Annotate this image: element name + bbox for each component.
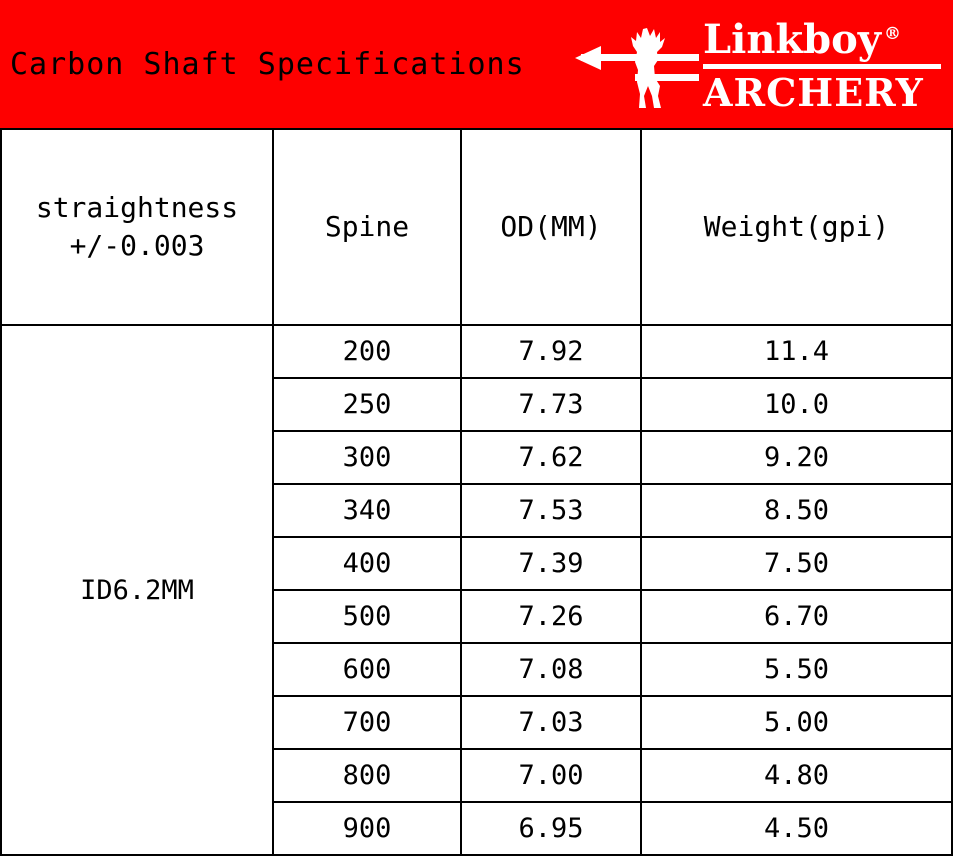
cell-weight: 8.50	[641, 484, 952, 537]
header-banner	[0, 0, 953, 128]
header-spine: Spine	[273, 129, 461, 325]
header-straightness-line1: straightness	[35, 191, 239, 225]
cell-weight: 10.0	[641, 378, 952, 431]
page-title: Carbon Shaft Specifications	[10, 46, 525, 82]
cell-od: 7.39	[461, 537, 641, 590]
registered-trademark-icon: ®	[884, 23, 902, 44]
cell-spine: 250	[273, 378, 461, 431]
brand-text	[703, 16, 947, 115]
cell-spine: 800	[273, 749, 461, 802]
cell-od: 7.62	[461, 431, 641, 484]
header-weight: Weight(gpi)	[641, 129, 952, 325]
cell-weight: 5.50	[641, 643, 952, 696]
arrow-deer-icon	[575, 22, 703, 110]
cell-spine: 400	[273, 537, 461, 590]
brand-divider	[703, 64, 941, 69]
cell-weight: 7.50	[641, 537, 952, 590]
inner-diameter-label: ID6.2MM	[1, 325, 273, 855]
cell-weight: 6.70	[641, 590, 952, 643]
cell-weight: 9.20	[641, 431, 952, 484]
cell-od: 7.08	[461, 643, 641, 696]
cell-spine: 200	[273, 325, 461, 378]
header-od: OD(MM)	[461, 129, 641, 325]
table-header-row	[1, 129, 952, 325]
cell-od: 7.73	[461, 378, 641, 431]
cell-weight: 4.80	[641, 749, 952, 802]
brand-logo	[575, 16, 947, 115]
brand-subtitle: ARCHERY	[703, 70, 924, 115]
cell-spine: 500	[273, 590, 461, 643]
cell-spine: 600	[273, 643, 461, 696]
specifications-table	[0, 128, 953, 856]
table-row	[1, 325, 952, 378]
cell-spine: 340	[273, 484, 461, 537]
cell-od: 7.26	[461, 590, 641, 643]
cell-spine: 900	[273, 802, 461, 855]
cell-weight: 4.50	[641, 802, 952, 855]
cell-od: 7.53	[461, 484, 641, 537]
cell-spine: 700	[273, 696, 461, 749]
header-straightness-line2: +/-0.003	[69, 229, 205, 262]
cell-od: 6.95	[461, 802, 641, 855]
cell-od: 7.00	[461, 749, 641, 802]
cell-weight: 11.4	[641, 325, 952, 378]
cell-spine: 300	[273, 431, 461, 484]
header-straightness	[1, 129, 273, 325]
cell-od: 7.03	[461, 696, 641, 749]
cell-od: 7.92	[461, 325, 641, 378]
cell-weight: 5.00	[641, 696, 952, 749]
brand-name: Linkboy	[703, 16, 882, 63]
